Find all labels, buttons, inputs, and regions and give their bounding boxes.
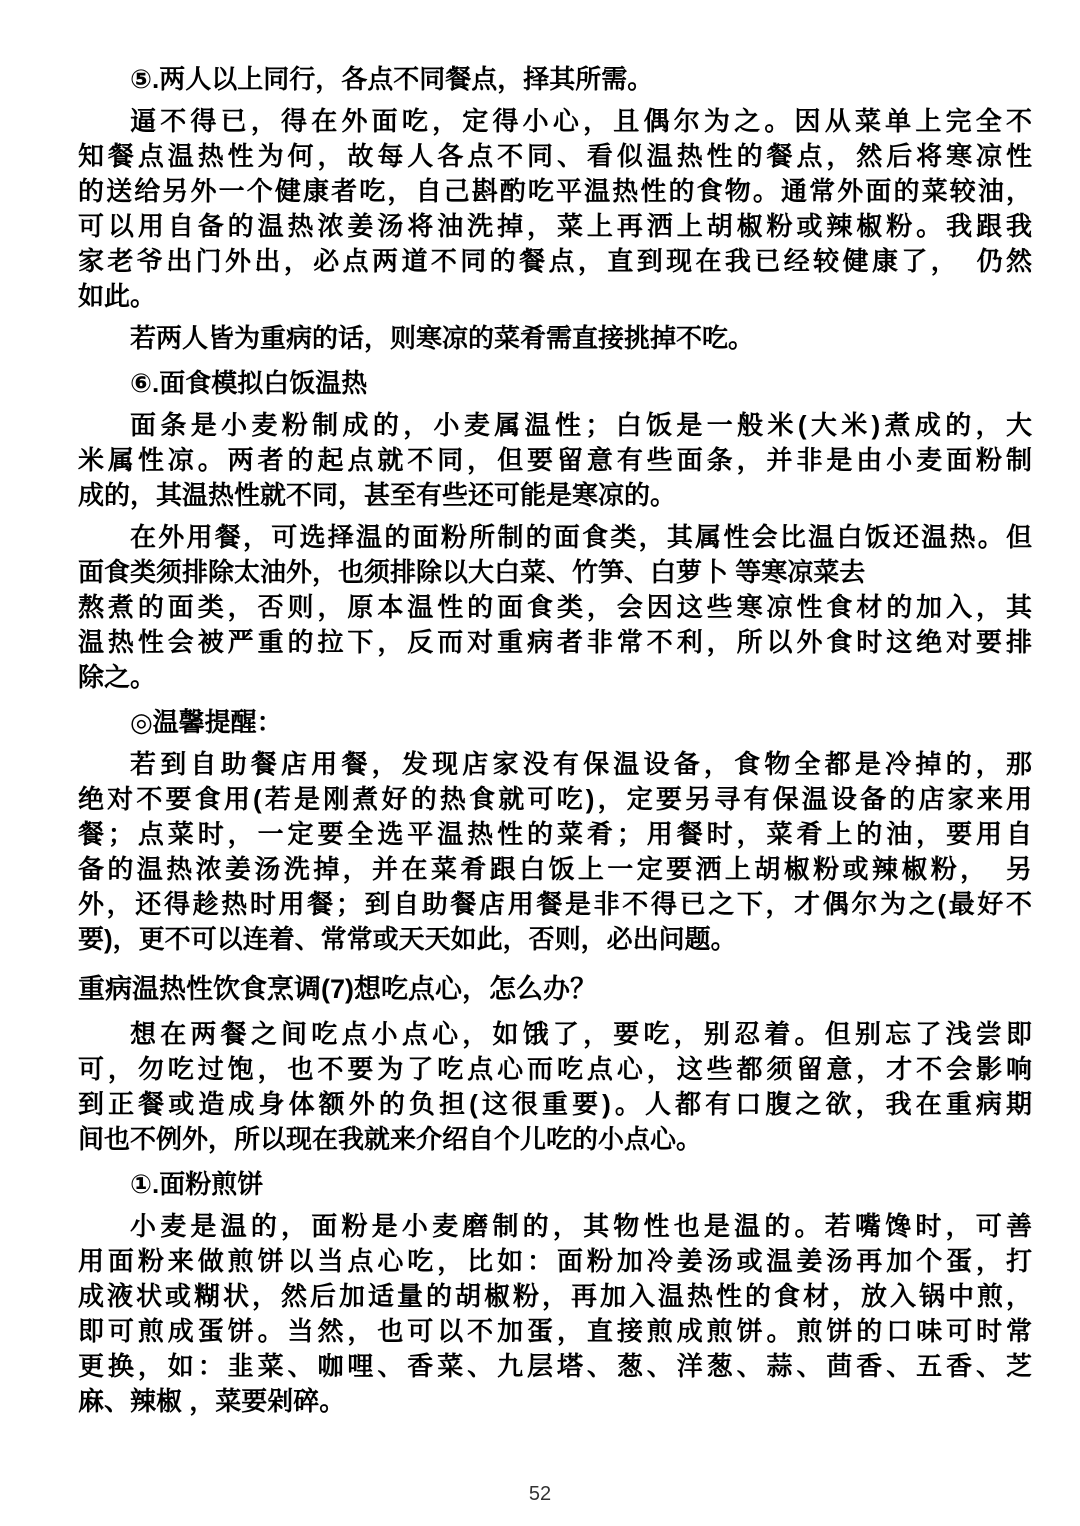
text-line: 餐；点菜时，一定要全选平温热性的菜肴；用餐时，菜肴上的油，要用自: [78, 819, 1032, 849]
text-line: ⑥.面食模拟白饭温热: [130, 368, 368, 398]
paragraph: [78, 1209, 1032, 1419]
text-line: 重病温热性饮食烹调(7)想吃点心，怎么办？: [78, 974, 597, 1004]
text-line: 更换，如：韭菜、咖哩、香菜、九层塔、葱、洋葱、蒜、茴香、五香、芝: [78, 1351, 1032, 1381]
text-line: 备的温热浓姜汤洗掉，并在菜肴跟白饭上一定要洒上胡椒粉或辣椒粉， 另: [78, 854, 1032, 884]
paragraph: [78, 520, 1032, 695]
text-line: 即可煎成蛋饼。当然，也可以不加蛋，直接煎成煎饼。煎饼的口味可时常: [78, 1316, 1032, 1346]
text-line: 可以用自备的温热浓姜汤将油洗掉，菜上再洒上胡椒粉或辣椒粉。我跟我: [78, 211, 1032, 241]
text-line: 面食类须排除太油外，也须排除以大白菜、竹笋、白萝卜 等寒凉菜去: [78, 557, 866, 587]
paragraph: [78, 408, 1032, 513]
text-line: 熬煮的面类，否则，原本温性的面食类，会因这些寒凉性食材的加入，其: [78, 592, 1032, 622]
text-line: 小麦是温的，面粉是小麦磨制的，其物性也是温的。若嘴馋时，可善: [130, 1211, 1032, 1241]
sub-heading: [78, 705, 1032, 740]
paragraph: [78, 1017, 1032, 1157]
text-line: 米属性凉。两者的起点就不同，但要留意有些面条，并非是由小麦面粉制: [78, 445, 1032, 475]
text-line: 间也不例外，所以现在我就来介绍自个儿吃的小点心。: [78, 1124, 703, 1154]
text-line: 想在两餐之间吃点小点心，如饿了，要吃，别忍着。但别忘了浅尝即: [130, 1019, 1032, 1049]
text-line: 麻、辣椒 ，菜要剁碎。: [78, 1386, 346, 1416]
text-line: 用面粉来做煎饼以当点心吃，比如：面粉加冷姜汤或温姜汤再加个蛋，打: [78, 1246, 1032, 1276]
document-body: [78, 52, 1032, 1426]
text-line: 到正餐或造成身体额外的负担(这很重要)。人都有口腹之欲，我在重病期: [78, 1089, 1032, 1119]
page-number: 52: [528, 1483, 552, 1505]
sub-heading: [78, 62, 1032, 97]
text-line: 外，还得趁热时用餐；到自助餐店用餐是非不得已之下，才偶尔为之(最好不: [78, 889, 1032, 919]
section-heading: [78, 969, 1032, 1009]
text-line: 绝对不要食用(若是刚煮好的热食就可吃)，定要另寻有保温设备的店家来用: [78, 784, 1032, 814]
text-line: ⑤.两人以上同行，各点不同餐点，择其所需。: [130, 64, 654, 94]
text-line: 知餐点温热性为何，故每人各点不同、看似温热性的餐点，然后将寒凉性: [78, 141, 1032, 171]
text-line: 的送给另外一个健康者吃，自己斟酌吃平温热性的食物。通常外面的菜较油，: [78, 176, 1032, 206]
text-line: 可，勿吃过饱，也不要为了吃点心而吃点心，这些都须留意，才不会影响: [78, 1054, 1032, 1084]
text-line: ◎温馨提醒：: [130, 707, 283, 737]
text-line: 在外用餐，可选择温的面粉所制的面食类，其属性会比温白饭还温热。但: [130, 522, 1032, 552]
paragraph: [78, 104, 1032, 314]
text-line: 除之。: [78, 662, 157, 692]
text-line: 成的，其温热性就不同，甚至有些还可能是寒凉的。: [78, 480, 677, 510]
text-line: 温热性会被严重的拉下，反而对重病者非常不利，所以外食时这绝对要排: [78, 627, 1032, 657]
text-line: 若两人皆为重病的话，则寒凉的菜肴需直接挑掉不吃。: [130, 323, 755, 353]
text-line: 成液状或糊状，然后加适量的胡椒粉，再加入温热性的食材，放入锅中煎，: [78, 1281, 1032, 1311]
paragraph: [78, 747, 1032, 957]
text-line: 逼不得已，得在外面吃，定得小心，且偶尔为之。因从菜单上完全不: [130, 106, 1032, 136]
text-line: 面条是小麦粉制成的，小麦属温性；白饭是一般米(大米)煮成的，大: [130, 410, 1032, 440]
text-line: 如此。: [78, 281, 157, 311]
text-line: 若到自助餐店用餐，发现店家没有保温设备，食物全都是冷掉的，那: [130, 749, 1032, 779]
sub-heading: [78, 1167, 1032, 1202]
text-line: 家老爷出门外出，必点两道不同的餐点，直到现在我已经较健康了， 仍然: [78, 246, 1032, 276]
text-line: 要)，更不可以连着、常常或天天如此，否则，必出问题。: [78, 924, 737, 954]
paragraph: [78, 321, 1032, 356]
sub-heading: [78, 366, 1032, 401]
text-line: ①.面粉煎饼: [130, 1169, 264, 1199]
